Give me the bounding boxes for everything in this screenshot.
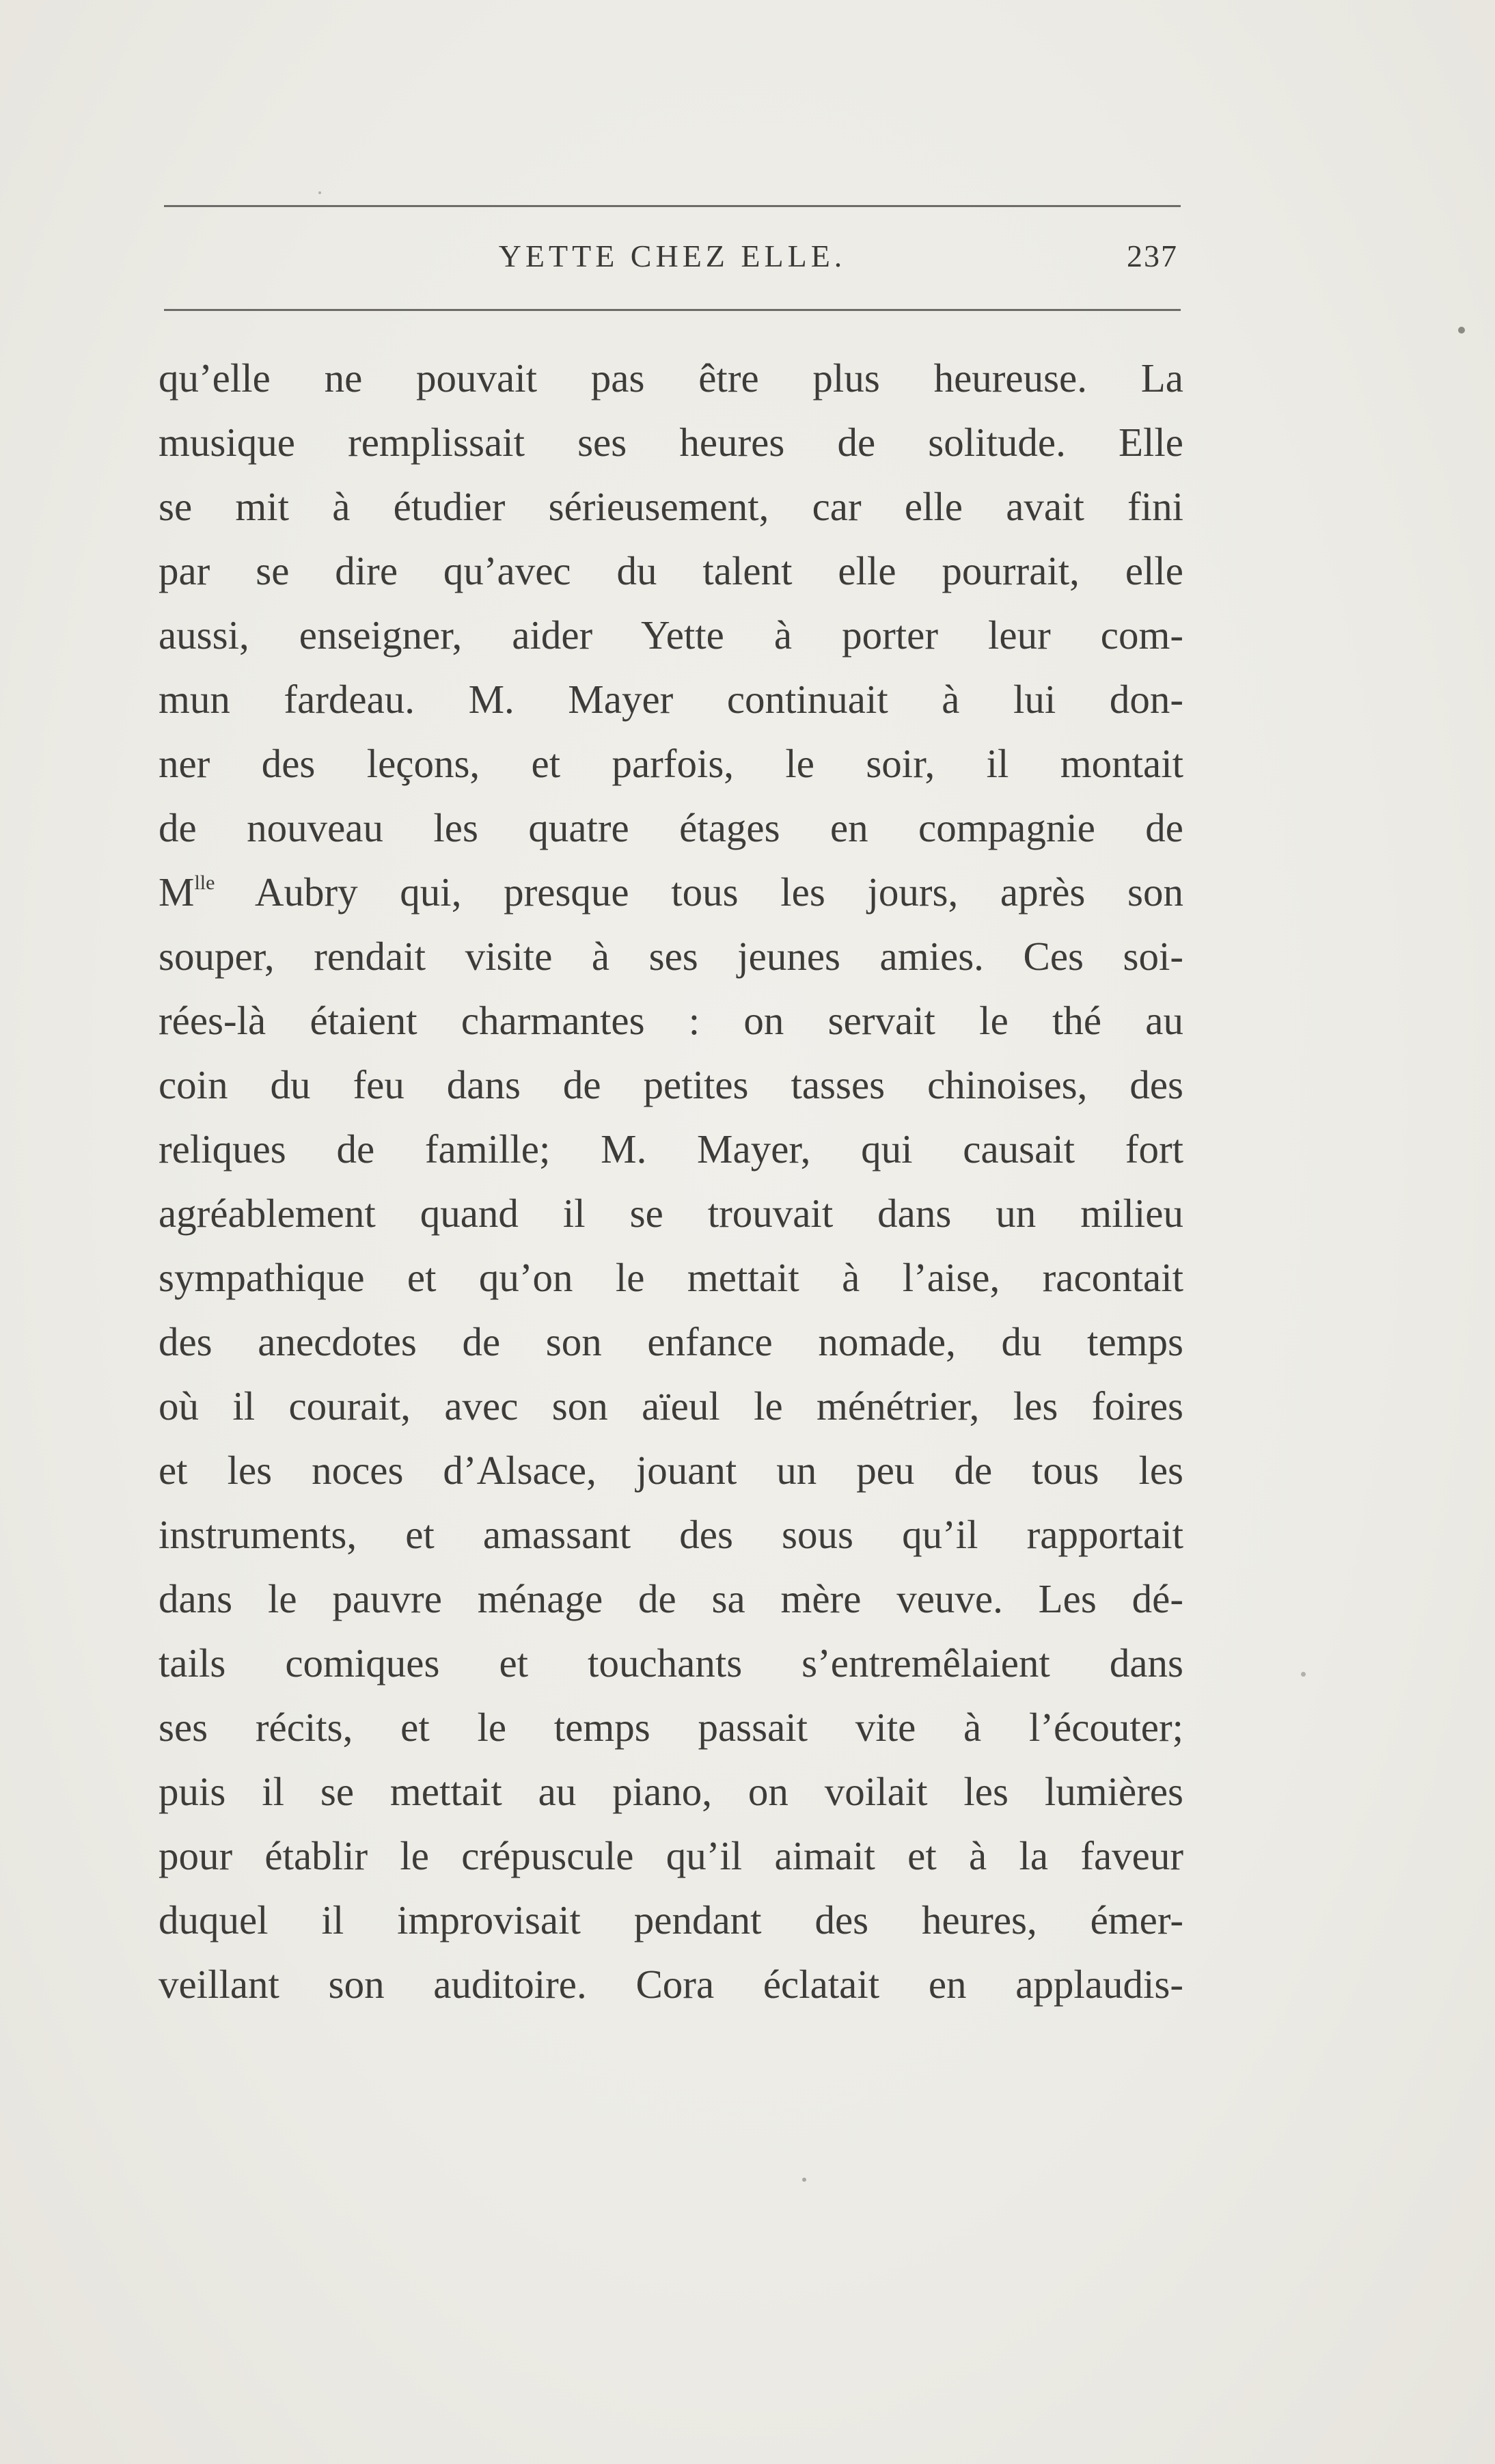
text-line: sympathique et qu’on le mettait à l’aise, racontait xyxy=(159,1255,1183,1300)
text-line: puis il se mettait au piano, on voilait les lumières xyxy=(159,1769,1183,1814)
running-title: YETTE CHEZ ELLE. xyxy=(498,239,847,273)
text-line-remainder: Aubry qui, presque tous les jours, après son xyxy=(254,869,1184,915)
text-line: dans le pauvre ménage de sa mère veuve. Les dé- xyxy=(159,1576,1183,1621)
text-line: tails comiques et touchants s’entremêlaient dans xyxy=(159,1640,1183,1685)
text-line: rées-là étaient charmantes : on servait le thé au xyxy=(159,998,1183,1043)
text-line: reliques de famille; M. Mayer, qui causait fort xyxy=(159,1126,1183,1172)
text-line: ner des leçons, et parfois, le soir, il montait xyxy=(159,741,1183,786)
text-line: de nouveau les quatre étages en compagnie de xyxy=(159,805,1183,850)
header-rule-bottom xyxy=(164,309,1181,311)
text-line: se mit à étudier sérieusement, car elle avait fini xyxy=(159,484,1183,529)
body-text xyxy=(159,346,1183,2016)
text-line: musique remplissait ses heures de solitude. Elle xyxy=(159,420,1183,465)
text-line: pour établir le crépuscule qu’il aimait et à la faveur xyxy=(159,1833,1183,1878)
text-line-with-abbreviation xyxy=(159,860,1183,924)
text-line: veillant son auditoire. Cora éclatait en applaudis- xyxy=(159,1962,1183,2007)
text-line: aussi, enseigner, aider Yette à porter leur com- xyxy=(159,612,1183,658)
text-line: des anecdotes de son enfance nomade, du temps xyxy=(159,1319,1183,1364)
header-rule-top xyxy=(164,205,1181,207)
text-line: souper, rendait visite à ses jeunes amies. Ces soi- xyxy=(159,934,1183,979)
text-line: par se dire qu’avec du talent elle pourrait, elle xyxy=(159,548,1183,593)
text-line: duquel il improvisait pendant des heures, émer- xyxy=(159,1897,1183,1942)
paper-speck xyxy=(802,2178,806,2182)
text-line: instruments, et amassant des sous qu’il rapportait xyxy=(159,1512,1183,1557)
text-line: et les noces d’Alsace, jouant un peu de tous les xyxy=(159,1448,1183,1493)
text-line: agréablement quand il se trouvait dans un milieu xyxy=(159,1191,1183,1236)
running-head xyxy=(164,232,1181,287)
abbreviation-superscript: lle xyxy=(194,871,215,894)
paper-speck xyxy=(1301,1672,1306,1677)
abbreviation-main: M xyxy=(159,869,195,915)
page-number: 237 xyxy=(1127,239,1178,273)
text-line: coin du feu dans de petites tasses chinoises, des xyxy=(159,1062,1183,1107)
paper-speck xyxy=(1458,327,1465,334)
text-line: où il courait, avec son aïeul le ménétrier, les foires xyxy=(159,1383,1183,1429)
paper-speck xyxy=(318,191,321,194)
text-line: mun fardeau. M. Mayer continuait à lui don- xyxy=(159,677,1183,722)
text-line: qu’elle ne pouvait pas être plus heureuse. La xyxy=(159,355,1183,401)
text-line: ses récits, et le temps passait vite à l’écouter; xyxy=(159,1705,1183,1750)
